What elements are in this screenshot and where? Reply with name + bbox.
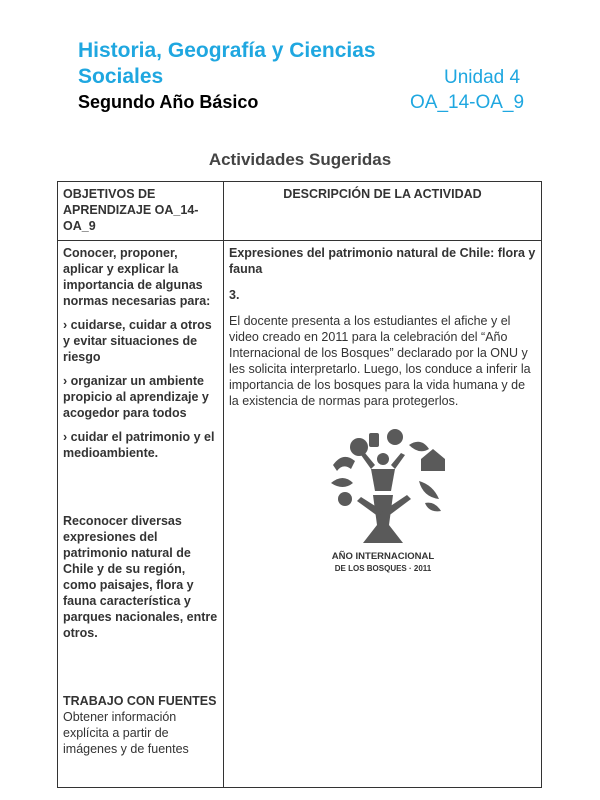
- logo-text-line-2: DE LOS BOSQUES · 2011: [334, 564, 431, 573]
- objective-bullet-1: › cuidarse, cuidar a otros y evitar situaciones de riesgo: [63, 318, 212, 364]
- skill-text: Obtener información explícita a partir de imágenes y de fuentes: [63, 710, 189, 756]
- spacer: [63, 649, 218, 693]
- oa-code-label: OA_14-OA_9: [410, 92, 525, 113]
- objective-intro: Conocer, proponer, aplicar y explicar la importancia de algunas normas necesarias para:: [63, 246, 211, 308]
- document-title: [78, 38, 376, 90]
- activity-title: Expresiones del patrimonio natural de Chile: flora y fauna: [229, 246, 536, 276]
- title-line-1: Historia, Geografía y Ciencias: [78, 39, 376, 62]
- skill-block: [63, 693, 218, 757]
- spacer: [63, 469, 218, 513]
- skill-title: TRABAJO CON FUENTES: [63, 694, 217, 708]
- table-row: [58, 241, 542, 788]
- logo-text-line-1: AÑO INTERNACIONAL: [331, 551, 434, 562]
- objectives-cell: [58, 241, 224, 788]
- objectives-header: OBJETIVOS DE APRENDIZAJE OA_14-OA_9: [58, 182, 224, 241]
- title-line-2: Sociales: [78, 65, 164, 88]
- forest-year-logo-icon: [313, 425, 453, 573]
- activity-number: 3.: [229, 288, 240, 302]
- activities-table: [57, 181, 542, 788]
- objective-bullet-2: › organizar un ambiente propicio al aprendizaje y acogedor para todos: [63, 374, 209, 420]
- section-title: Actividades Sugeridas: [208, 150, 392, 169]
- grade-label: Segundo Año Básico: [78, 92, 259, 112]
- table-header-row: [58, 182, 542, 241]
- objective-bullet-3: › cuidar el patrimonio y el medioambiente.: [63, 430, 215, 460]
- unit-label: Unidad 4: [444, 67, 521, 88]
- activity-description: El docente presenta a los estudiantes el afiche y el video creado en 2011 para la celebración del “Año Internacional de los Bosques” declarado por la ONU y les solicita interpretarlo. Luego, los conduce a inferir la importancia de los bosques para la vida humana y de la existencia de normas para protegerlos.: [229, 314, 531, 408]
- description-cell: [224, 241, 542, 788]
- objective-2: Reconocer diversas expresiones del patrimonio natural de Chile y de su región, como paisajes, flora y fauna característica y parques nacionales, entre otros.: [63, 514, 218, 640]
- description-header: DESCRIPCIÓN DE LA ACTIVIDAD: [224, 182, 542, 241]
